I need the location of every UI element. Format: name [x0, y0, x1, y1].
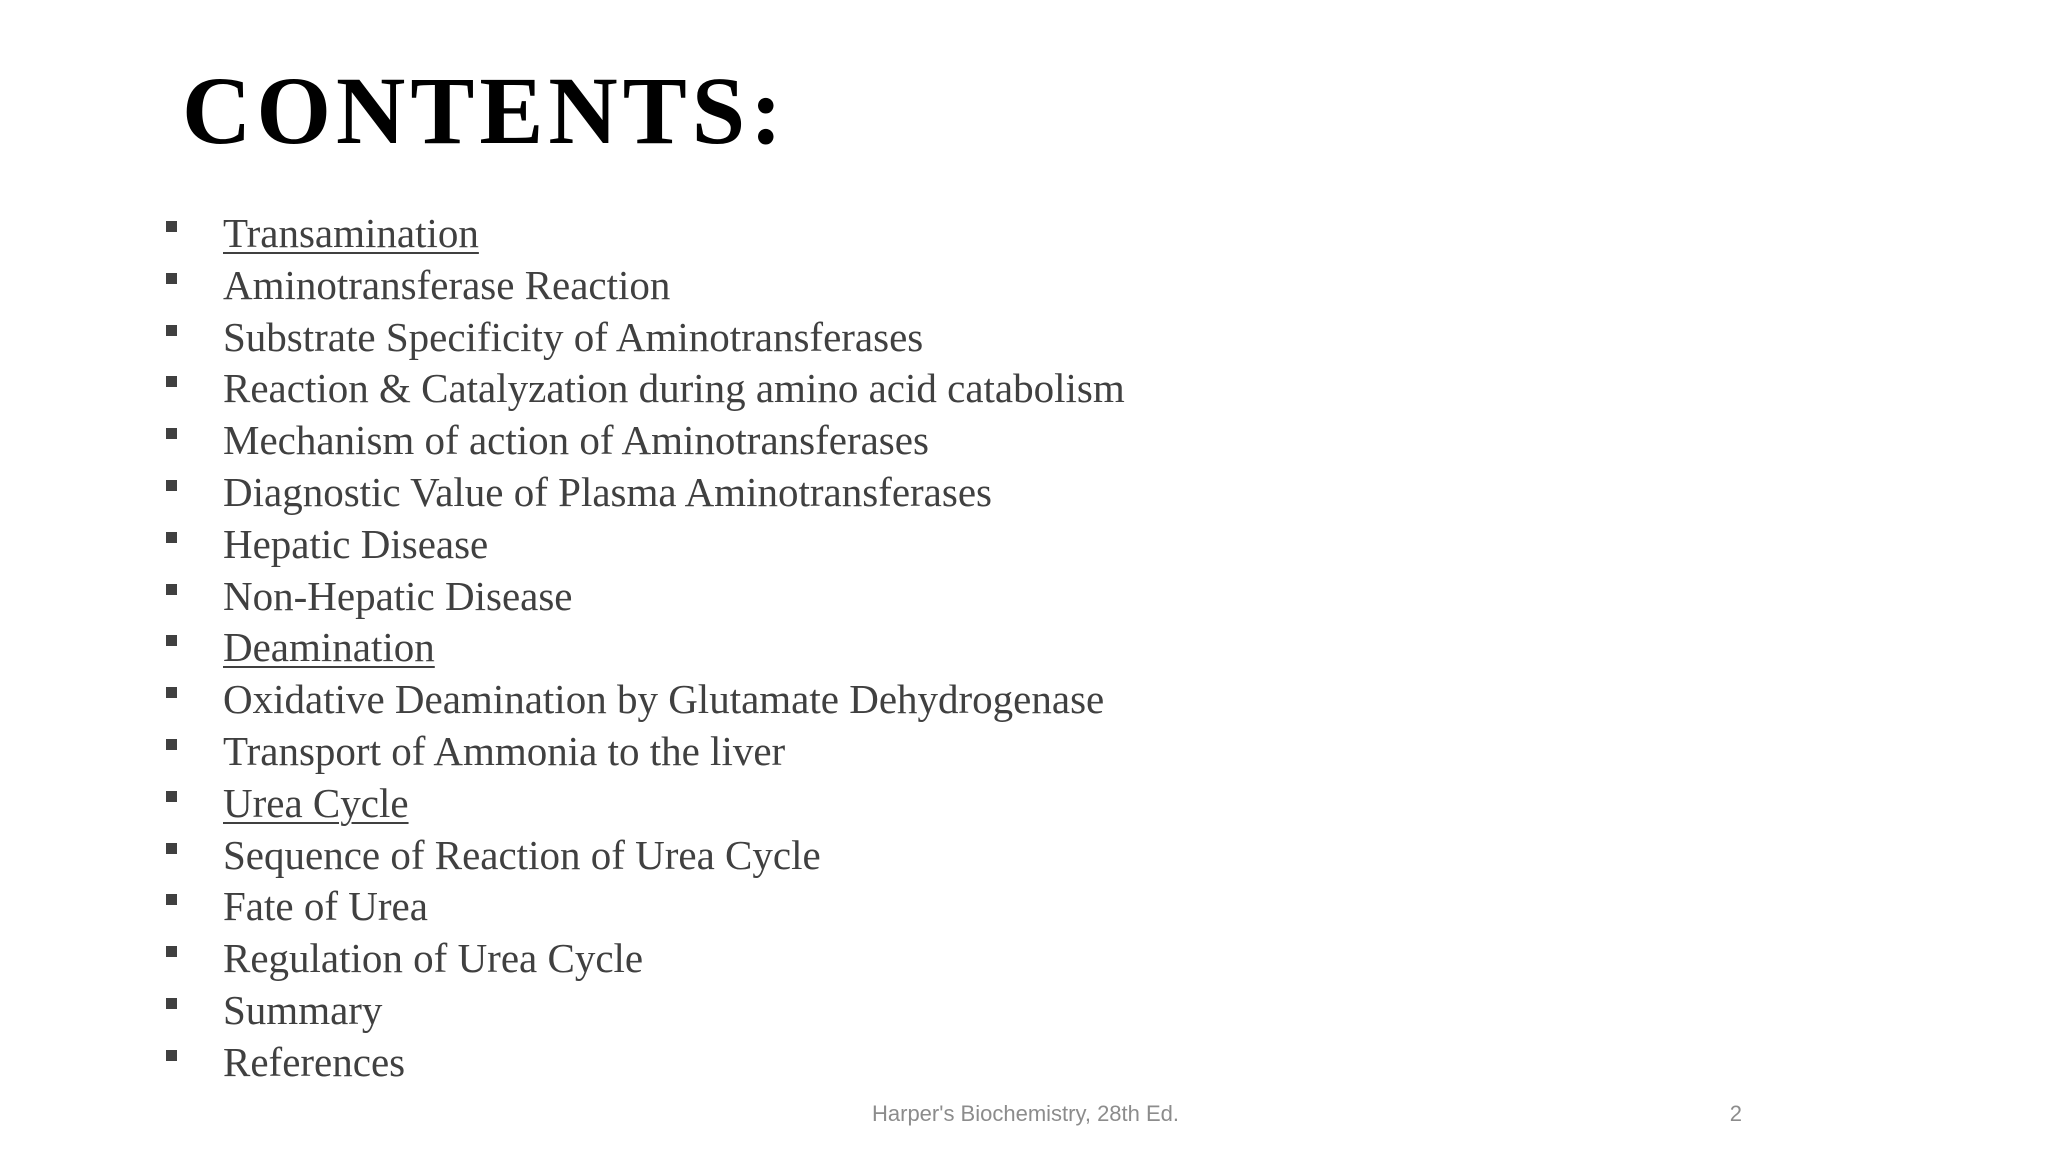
list-item-label: Deamination — [223, 624, 435, 671]
list-item — [166, 881, 1206, 933]
list-item — [166, 571, 1206, 623]
square-bullet-icon — [166, 843, 177, 854]
list-item-label: Sequence of Reaction of Urea Cycle — [223, 831, 821, 878]
footer-text: Harper's Biochemistry, 28th Ed. — [872, 1101, 1180, 1126]
list-item-label: Diagnostic Value of Plasma Aminotransferases — [223, 468, 992, 515]
square-bullet-icon — [166, 532, 177, 543]
list-item-label: Transport of Ammonia to the liver — [223, 727, 786, 774]
list-item — [166, 519, 1206, 571]
list-item-label: Mechanism of action of Aminotransferases — [223, 417, 929, 464]
list-item-label: Oxidative Deamination by Glutamate Dehydrogenase — [223, 676, 1105, 723]
square-bullet-icon — [166, 946, 177, 957]
square-bullet-icon — [166, 1050, 177, 1061]
square-bullet-icon — [166, 480, 177, 491]
list-item-label: Hepatic Disease — [223, 520, 489, 567]
contents-list — [166, 208, 1206, 1089]
list-item-label: Transamination — [223, 210, 479, 256]
list-item — [166, 260, 1206, 312]
list-item — [166, 933, 1206, 985]
list-item — [166, 778, 1206, 830]
square-bullet-icon — [166, 376, 177, 387]
list-item — [166, 415, 1206, 467]
square-bullet-icon — [166, 428, 177, 439]
list-item — [166, 830, 1206, 882]
list-item — [166, 467, 1206, 519]
square-bullet-icon — [166, 687, 177, 698]
list-item-label: References — [223, 1038, 406, 1085]
list-item — [166, 363, 1206, 415]
list-item-label: Fate of Urea — [223, 883, 428, 930]
square-bullet-icon — [166, 325, 177, 336]
square-bullet-icon — [166, 894, 177, 905]
square-bullet-icon — [166, 998, 177, 1009]
square-bullet-icon — [166, 635, 177, 646]
square-bullet-icon — [166, 221, 177, 232]
list-item-label: Urea Cycle — [223, 779, 409, 826]
list-item — [166, 312, 1206, 364]
list-item — [166, 674, 1206, 726]
page-number: 2 — [1729, 1101, 1742, 1126]
list-item — [166, 622, 1206, 674]
list-item-label: Reaction & Catalyzation during amino acid catabolism — [223, 365, 1125, 412]
list-item-label: Regulation of Urea Cycle — [223, 935, 644, 982]
square-bullet-icon — [166, 273, 177, 284]
square-bullet-icon — [166, 791, 177, 802]
square-bullet-icon — [166, 739, 177, 750]
list-item-label: Summary — [223, 986, 383, 1033]
list-item-label: Substrate Specificity of Aminotransferases — [223, 313, 924, 360]
square-bullet-icon — [166, 584, 177, 595]
list-item — [166, 208, 1206, 260]
list-item — [166, 726, 1206, 778]
list-item-label: Aminotransferase Reaction — [223, 261, 671, 308]
list-item-label: Non-Hepatic Disease — [223, 572, 573, 619]
list-item — [166, 985, 1206, 1037]
list-item — [166, 1037, 1206, 1089]
slide-title: CONTENTS: — [182, 57, 788, 164]
